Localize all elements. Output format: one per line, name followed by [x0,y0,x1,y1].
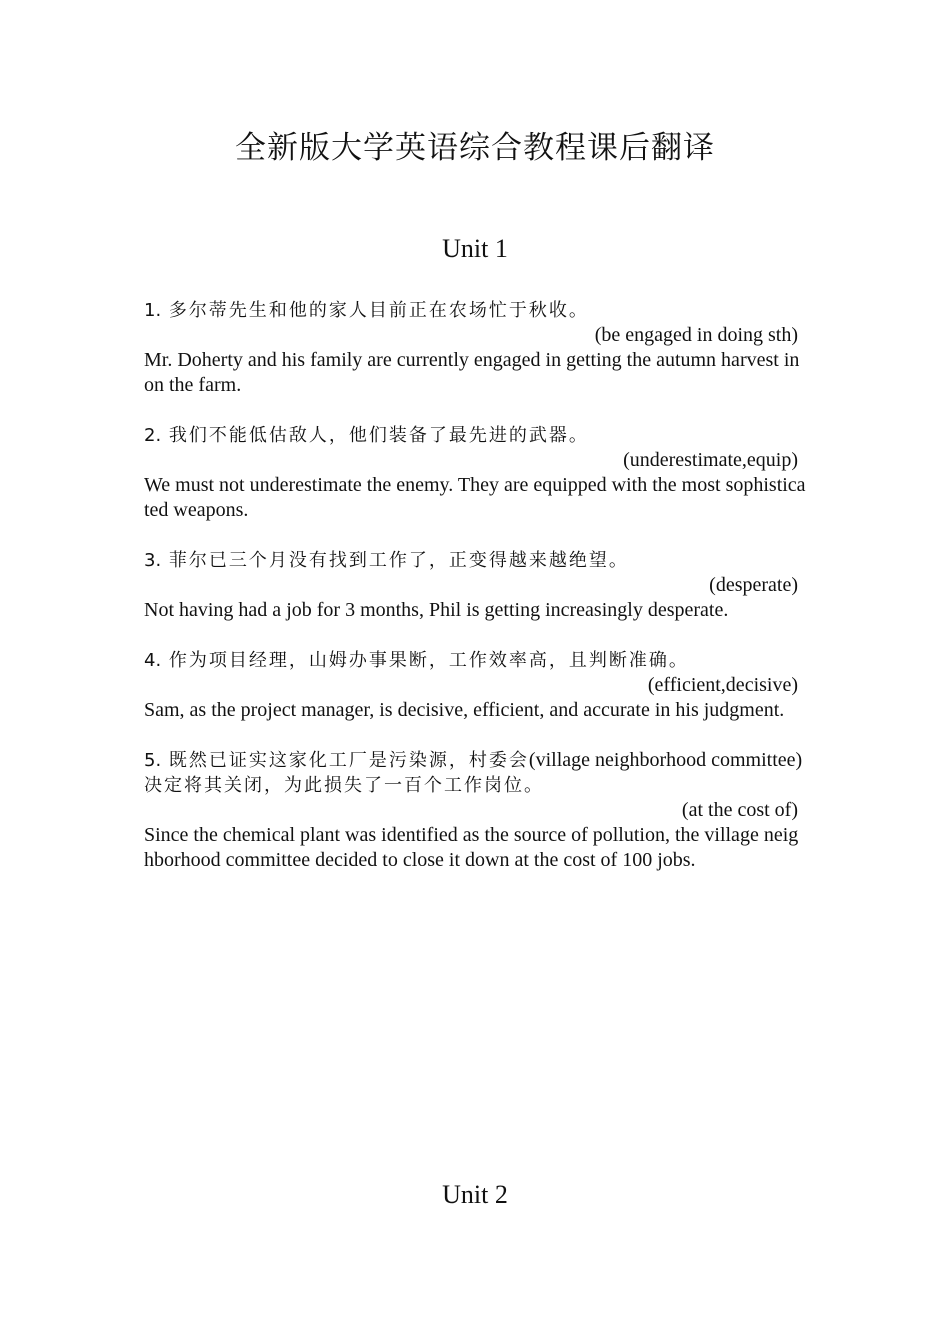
vocabulary-hint: (desperate) [709,574,798,596]
chinese-sentence [144,648,808,673]
chinese-sentence [144,748,808,798]
chinese-text-part-2: 决定将其关闭，为此损失了一百个工作岗位。 [144,775,544,796]
chinese-text: 我们不能低估敌人，他们装备了最先进的武器。 [168,425,589,446]
unit-1-heading: Unit 1 [442,234,508,263]
item-number: 4. [144,650,162,671]
chinese-sentence [144,298,808,323]
chinese-text: 多尔蒂先生和他的家人目前正在农场忙于秋收。 [168,300,589,321]
item-number: 3. [144,550,162,571]
translation-item-4 [144,648,808,723]
chinese-text: 菲尔已三个月没有找到工作了，正变得越来越绝望。 [168,550,629,571]
item-number: 5. [144,750,162,771]
item-number: 1. [144,300,162,321]
english-translation: Sam, as the project manager, is decisive, efficient, and accurate in his judgment. [144,699,785,721]
document-title: 全新版大学英语综合教程课后翻译 [235,130,715,166]
english-translation: Since the chemical plant was identified as the source of pollution, the village neighborhood committee decided to close it down at the cost of 100 jobs. [144,824,799,871]
translation-item-5 [144,748,808,873]
english-translation: We must not underestimate the enemy. They are equipped with the most sophisticated weapons. [144,474,806,521]
translation-item-2 [144,423,808,523]
chinese-text: 作为项目经理，山姆办事果断，工作效率高，且判断准确。 [168,650,689,671]
vocabulary-hint: (efficient,decisive) [647,674,798,696]
chinese-sentence [144,548,808,573]
item-number: 2. [144,425,162,446]
chinese-sentence [144,423,808,448]
chinese-text-english-gloss: (village neighborhood committee) [528,749,803,771]
unit-1-translation-list [144,298,808,898]
english-translation: Not having had a job for 3 months, Phil is getting increasingly desperate. [144,599,729,621]
translation-item-1 [144,298,808,398]
chinese-text-part-1: 既然已证实这家化工厂是污染源，村委会 [168,750,529,771]
translation-item-3 [144,548,808,623]
vocabulary-hint: (be engaged in doing sth) [594,324,798,346]
vocabulary-hint: (underestimate,equip) [623,449,798,471]
vocabulary-hint: (at the cost of) [681,799,798,821]
english-translation: Mr. Doherty and his family are currently engaged in getting the autumn harvest in on the farm. [144,349,800,396]
unit-2-heading: Unit 2 [442,1180,508,1209]
